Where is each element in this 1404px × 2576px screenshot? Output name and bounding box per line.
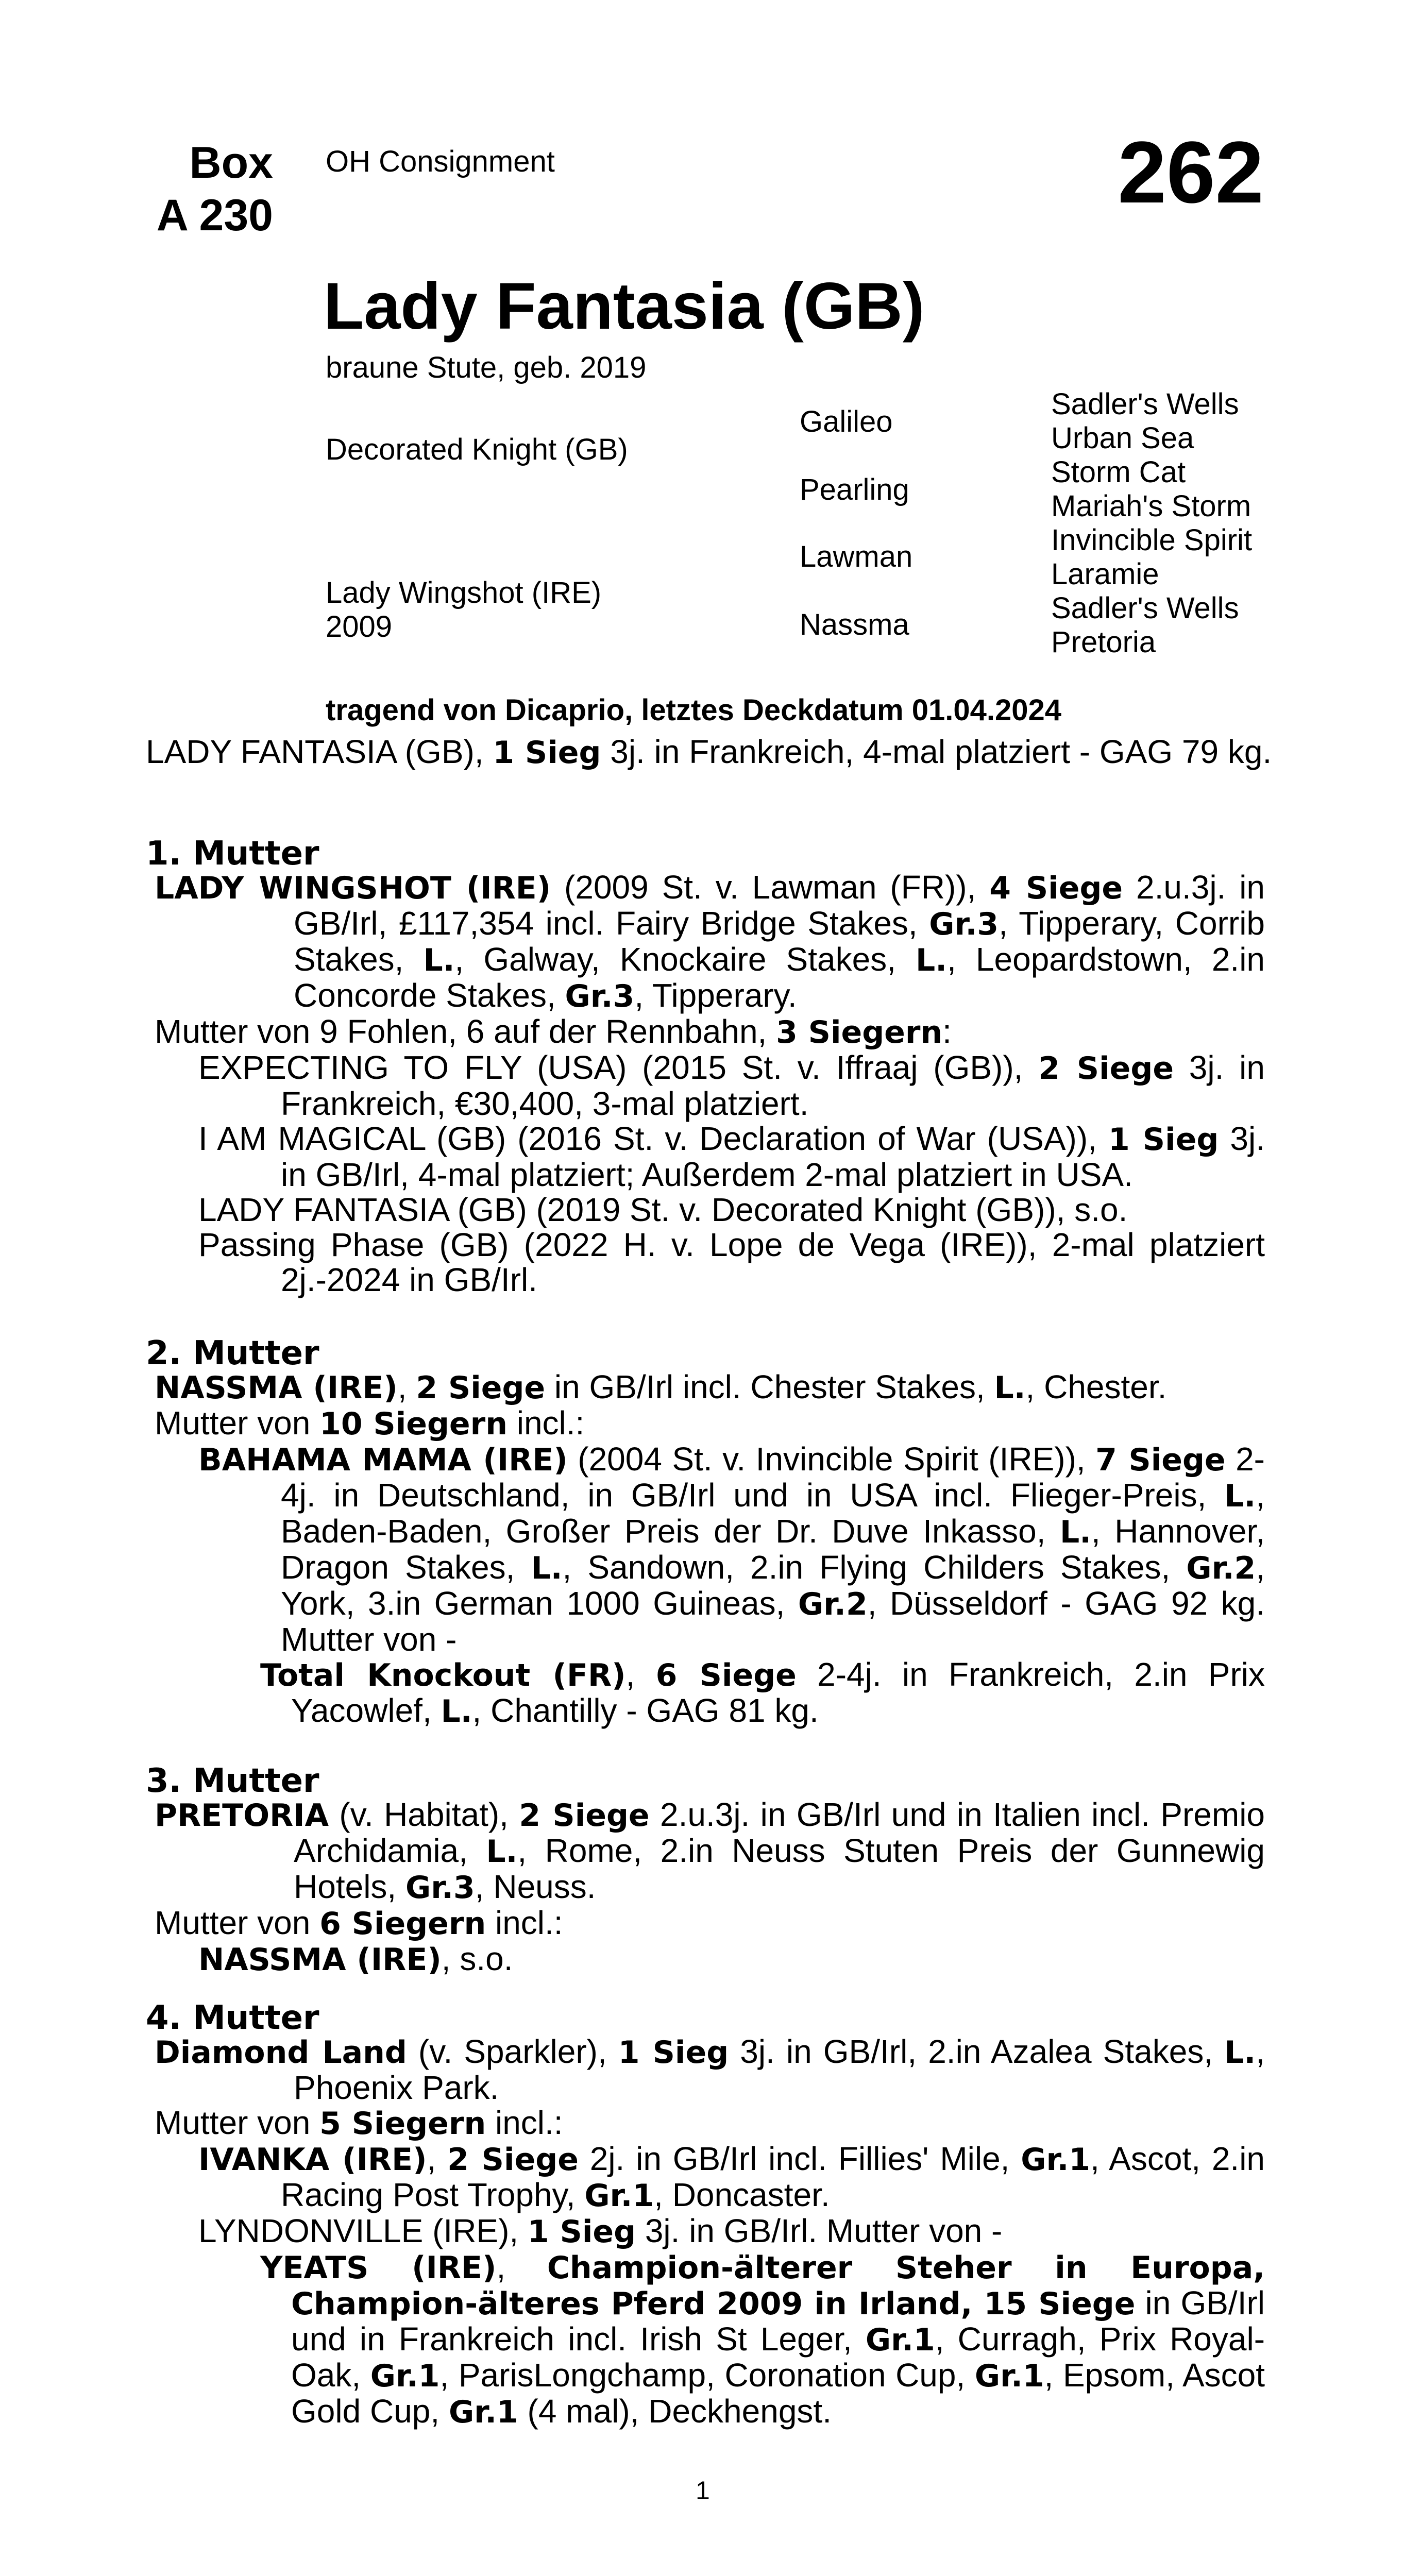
text: I AM MAGICAL (GB) (2016 St. v. Declaration of War (USA)),	[198, 1120, 1109, 1157]
text: , Tipperary.	[634, 977, 797, 1014]
bold-text: Gr.1	[584, 2178, 654, 2214]
pedigree-great-grandparent: Laramie	[1051, 557, 1159, 591]
bold-text: 6 Siege	[655, 1657, 797, 1693]
bold-text: Gr.1	[865, 2322, 935, 2358]
bold-text: Gr.3	[565, 978, 635, 1014]
family-entry	[155, 2105, 1265, 2141]
text: , York, 3.in German 1000 Guineas,	[281, 1549, 1265, 1622]
family-entry	[155, 870, 1265, 1014]
bold-text: NASSMA (IRE)	[155, 1370, 398, 1406]
pedigree-sire: Decorated Knight (GB)	[326, 433, 628, 466]
text: (2004 St. v. Invincible Spirit (IRE)),	[567, 1440, 1096, 1478]
pedigree-grandparent: Lawman	[800, 540, 913, 573]
text: (2009 St. v. Lawman (FR)),	[551, 869, 990, 906]
text: 2.u.3j. in GB/Irl, £117,354 incl. Fairy Bridge Stakes,	[294, 869, 1265, 942]
bold-text: L.	[531, 1550, 563, 1586]
horse-description: braune Stute, geb. 2019	[326, 351, 647, 384]
text: LADY FANTASIA (GB) (2019 St. v. Decorated Knight (GB)), s.o.	[198, 1191, 1128, 1228]
text: , Baden-Baden, Großer Preis der Dr. Duve Inkasso,	[281, 1477, 1265, 1550]
text: , Curragh, Prix Royal-Oak,	[291, 2320, 1265, 2394]
text: , Doncaster.	[654, 2176, 830, 2213]
text: incl.:	[507, 1404, 585, 1442]
bold-text: LADY WINGSHOT (IRE)	[155, 870, 551, 906]
section-heading: 2. Mutter	[146, 1334, 319, 1372]
text: Mutter von	[155, 1904, 320, 1941]
bold-text: Gr.1	[370, 2358, 440, 2394]
family-entry	[198, 1227, 1265, 1297]
pedigree-great-grandparent: Sadler's Wells	[1051, 591, 1239, 625]
box-label: Box	[189, 138, 273, 188]
text: ,	[496, 2248, 547, 2285]
section-heading: 3. Mutter	[146, 1762, 319, 1800]
bold-text: 1 Sieg	[527, 2214, 636, 2250]
family-entry	[155, 1014, 1265, 1050]
bold-text: L.	[1224, 2035, 1256, 2071]
bold-text: 3 Siegern	[776, 1014, 943, 1050]
text: , Epsom, Ascot Gold Cup,	[291, 2357, 1265, 2430]
bold-text: Champion-älterer Steher in Europa, Champion-älteres Pferd 2009 in Irland, 15 Siege	[291, 2250, 1265, 2322]
section-heading: 1. Mutter	[146, 835, 319, 873]
bold-text: L.	[1059, 1514, 1092, 1550]
text: 3j. in GB/Irl, 2.in Azalea Stakes,	[729, 2033, 1225, 2070]
horse-name: Lady Fantasia (GB)	[324, 269, 925, 343]
text: 2-4j. in Frankreich, 2.in Prix Yacowlef,	[291, 1656, 1265, 1729]
text: 3j. in Frankreich, €30,400, 3-mal platziert.	[281, 1049, 1265, 1122]
family-entry	[155, 2034, 1265, 2105]
bold-text: 1 Sieg	[618, 2035, 729, 2071]
section-heading: 4. Mutter	[146, 1999, 319, 2037]
text: , Ascot, 2.in Racing Post Trophy,	[281, 2140, 1265, 2213]
pedigree-dam-year: 2009	[326, 610, 393, 643]
pedigree-great-grandparent: Storm Cat	[1051, 455, 1186, 489]
race-summary	[146, 734, 1403, 770]
text: incl.:	[486, 2104, 563, 2141]
covering-info: tragend von Dicaprio, letztes Deckdatum 01.04.2024	[326, 693, 1061, 727]
box-number	[129, 137, 273, 242]
text: , Galway, Knockaire Stakes,	[454, 941, 916, 978]
text: ,	[397, 1368, 416, 1405]
family-entry	[155, 1797, 1265, 1905]
bold-text: PRETORIA	[155, 1798, 329, 1834]
bold-text: IVANKA (IRE)	[198, 2142, 427, 2178]
bold-text: Gr.1	[1021, 2142, 1091, 2178]
text: , Sandown, 2.in Flying Childers Stakes,	[562, 1549, 1187, 1586]
bold-text: 5 Siegern	[319, 2106, 486, 2142]
bold-text: Gr.1	[448, 2394, 518, 2430]
pedigree-great-grandparent: Sadler's Wells	[1051, 387, 1239, 421]
text: , Hannover, Dragon Stakes,	[281, 1513, 1265, 1586]
consignor: OH Consignment	[326, 145, 555, 178]
text: incl.:	[486, 1904, 563, 1941]
text: , ParisLongchamp, Coronation Cup,	[439, 2357, 975, 2394]
bold-text: 7 Siege	[1095, 1442, 1226, 1478]
bold-text: L.	[441, 1693, 472, 1730]
family-entry	[198, 2141, 1265, 2213]
bold-text: Gr.3	[929, 906, 999, 942]
bold-text: Total Knockout (FR)	[260, 1657, 626, 1693]
family-entry	[198, 1050, 1265, 1121]
bold-text: 10 Siegern	[319, 1406, 508, 1442]
text: (4 mal), Deckhengst.	[518, 2393, 832, 2430]
pedigree-great-grandparent: Urban Sea	[1051, 421, 1194, 455]
family-entry	[155, 1369, 1265, 1405]
family-entry	[198, 2213, 1265, 2249]
text: 3j. in GB/Irl. Mutter von -	[636, 2212, 1003, 2249]
lot-number: 262	[1118, 124, 1264, 222]
text: 3j. in Frankreich, 4-mal platziert - GAG 79 kg.	[601, 733, 1272, 770]
text: (v. Habitat),	[329, 1796, 519, 1833]
text: , Tipperary, Corrib Stakes,	[294, 905, 1265, 978]
text: 2.u.3j. in GB/Irl und in Italien incl. Premio Archidamia,	[294, 1796, 1265, 1869]
bold-text: L.	[916, 942, 948, 978]
page-number: 1	[696, 2476, 710, 2505]
bold-text: L.	[423, 942, 455, 978]
text: 2-4j. in Deutschland, in GB/Irl und in USA incl. Flieger-Preis,	[281, 1440, 1265, 1514]
bold-text: 1 Sieg	[1108, 1122, 1219, 1158]
bold-text: L.	[1224, 1478, 1256, 1514]
text: , Leopardstown, 2.in Concorde Stakes,	[294, 941, 1265, 1014]
text: LADY FANTASIA (GB),	[146, 733, 493, 770]
text: Mutter von 9 Fohlen, 6 auf der Rennbahn,	[155, 1013, 776, 1050]
text: (v. Sparkler),	[407, 2033, 618, 2070]
family-entry	[155, 1405, 1265, 1442]
family-entry	[198, 1192, 1265, 1227]
text: :	[942, 1013, 952, 1050]
text: ,	[625, 1656, 656, 1693]
bold-text: 1 Sieg	[493, 735, 601, 771]
bold-text: 6 Siegern	[319, 1906, 486, 1942]
text: , Phoenix Park.	[294, 2033, 1265, 2106]
text: 2j. in GB/Irl incl. Fillies' Mile,	[578, 2140, 1021, 2177]
bold-text: Diamond Land	[155, 2035, 407, 2071]
bold-text: 2 Siege	[1038, 1050, 1174, 1087]
family-entry	[198, 1941, 1265, 1977]
pedigree-grandparent: Nassma	[800, 608, 909, 641]
text: 3j. in GB/Irl, 4-mal platziert; Außerdem 2-mal platziert in USA.	[281, 1120, 1265, 1193]
text: , Düsseldorf - GAG 92 kg. Mutter von -	[281, 1585, 1265, 1658]
bold-text: YEATS (IRE)	[260, 2250, 497, 2286]
family-entry	[260, 2249, 1265, 2430]
text: Passing Phase (GB) (2022 H. v. Lope de Vega (IRE)), 2-mal platziert 2j.-2024 in GB/Irl.	[198, 1226, 1265, 1298]
pedigree-grandparent: Galileo	[800, 405, 893, 438]
bold-text: Gr.1	[974, 2358, 1044, 2394]
box-value: A 230	[156, 191, 273, 240]
bold-text: 4 Siege	[989, 870, 1123, 906]
bold-text: L.	[994, 1370, 1026, 1406]
text: LYNDONVILLE (IRE),	[198, 2212, 528, 2249]
pedigree-grandparent: Pearling	[800, 473, 909, 506]
bold-text: Gr.3	[405, 1870, 475, 1906]
text: , Neuss.	[475, 1868, 596, 1905]
text: , Chantilly - GAG 81 kg.	[472, 1692, 819, 1729]
family-entry	[155, 1905, 1265, 1941]
pedigree-great-grandparent: Invincible Spirit	[1051, 523, 1253, 557]
family-entry	[198, 1121, 1265, 1192]
bold-text: 2 Siege	[447, 2142, 579, 2178]
bold-text: BAHAMA MAMA (IRE)	[198, 1442, 568, 1478]
text: , Rome, 2.in Neuss Stuten Preis der Gunnewig Hotels,	[294, 1832, 1265, 1905]
text: Mutter von	[155, 2104, 320, 2141]
pedigree-great-grandparent: Pretoria	[1051, 625, 1156, 659]
bold-text: L.	[486, 1834, 518, 1870]
text: , Chester.	[1025, 1368, 1167, 1405]
bold-text: NASSMA (IRE)	[198, 1942, 442, 1978]
pedigree-dam: Lady Wingshot (IRE)	[326, 576, 602, 609]
text: in GB/Irl incl. Chester Stakes,	[545, 1368, 994, 1405]
bold-text: Gr.2	[1186, 1550, 1256, 1586]
text: , s.o.	[441, 1940, 513, 1977]
text: in GB/Irl und in Frankreich incl. Irish St Leger,	[291, 2284, 1265, 2358]
pedigree-great-grandparent: Mariah's Storm	[1051, 489, 1251, 523]
family-entry	[198, 1442, 1265, 1657]
bold-text: 2 Siege	[519, 1798, 650, 1834]
text: ,	[427, 2140, 448, 2177]
bold-text: 2 Siege	[416, 1370, 546, 1406]
text: Mutter von	[155, 1404, 320, 1442]
family-entry	[260, 1657, 1265, 1729]
text: EXPECTING TO FLY (USA) (2015 St. v. Iffraaj (GB)),	[198, 1049, 1039, 1086]
bold-text: Gr.2	[798, 1586, 868, 1622]
